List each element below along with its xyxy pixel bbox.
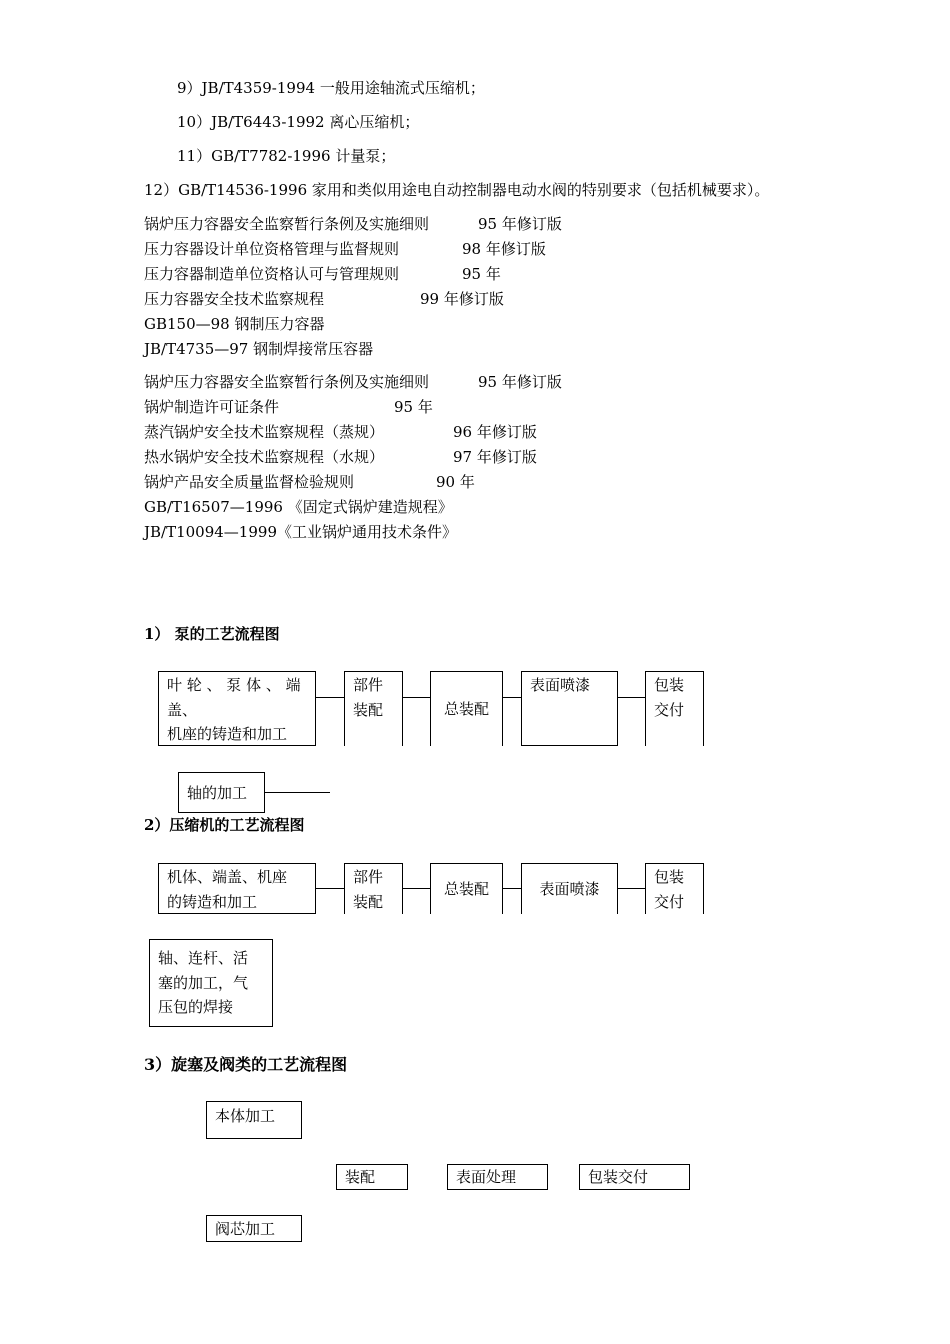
reg-version: 96 年修订版 bbox=[453, 423, 537, 441]
box-label: 包装交付 bbox=[588, 1168, 649, 1186]
flow2-packing-box bbox=[645, 863, 704, 914]
reg-version: 99 年修订版 bbox=[420, 290, 504, 308]
box-label: 本体加工 bbox=[215, 1107, 276, 1125]
flow1-painting-box bbox=[521, 671, 618, 746]
flow1-shaft-box bbox=[178, 772, 265, 813]
box-line: 压包的焊接 bbox=[158, 998, 234, 1016]
box-line: 包装 bbox=[654, 676, 685, 694]
standard-item-10: 10）JB/T6443-1992 离心压缩机； bbox=[177, 113, 420, 131]
reg-name: 热水锅炉安全技术监察规程（水规） bbox=[144, 448, 385, 466]
flow3-heading: 3）旋塞及阀类的工艺流程图 bbox=[144, 1055, 348, 1074]
box-line: 部件 bbox=[353, 676, 384, 694]
box-label: 表面处理 bbox=[456, 1168, 517, 1186]
flow3-body-machining-box bbox=[206, 1101, 302, 1139]
box-line: 轴、连杆、活 bbox=[158, 949, 249, 967]
box-label: 装配 bbox=[345, 1168, 376, 1186]
reg-name: 压力容器安全技术监察规程 bbox=[144, 290, 325, 308]
flow2-casting-box bbox=[158, 863, 316, 914]
reg-name: 蒸汽锅炉安全技术监察规程（蒸规） bbox=[144, 423, 385, 441]
reg-name: 锅炉制造许可证条件 bbox=[144, 398, 280, 416]
box-label: 总装配 bbox=[443, 699, 489, 718]
reg-version: 95 年 bbox=[394, 398, 433, 416]
reg-version: 98 年修订版 bbox=[462, 240, 546, 258]
reg-name: 压力容器设计单位资格管理与监督规则 bbox=[144, 240, 400, 258]
standard-item-11: 11）GB/T7782-1996 计量泵； bbox=[177, 147, 396, 165]
flow3-surface-treatment-box bbox=[447, 1164, 548, 1190]
connector-line bbox=[618, 888, 646, 889]
reg-name: 压力容器制造单位资格认可与管理规则 bbox=[144, 265, 400, 283]
flow2-final-assembly-box bbox=[430, 863, 503, 914]
flow1-heading: 1） 泵的工艺流程图 bbox=[144, 625, 280, 643]
flow2-heading: 2）压缩机的工艺流程图 bbox=[144, 816, 305, 834]
flow3-assembly-box bbox=[336, 1164, 408, 1190]
box-line: 机体、端盖、机座 bbox=[167, 868, 288, 886]
flow1-packing-box bbox=[645, 671, 704, 746]
flow3-packing-box bbox=[579, 1164, 690, 1190]
box-line: 叶 轮 、 泵 体 、 端 bbox=[167, 676, 301, 694]
reg-name: JB/T4735—97 钢制焊接常压容器 bbox=[144, 340, 374, 358]
reg-name: 锅炉压力容器安全监察暂行条例及实施细则 bbox=[144, 215, 430, 233]
box-line: 包装 bbox=[654, 868, 685, 886]
box-label: 总装配 bbox=[443, 879, 489, 898]
reg-version: 95 年修订版 bbox=[478, 373, 562, 391]
box-label: 轴的加工 bbox=[187, 784, 248, 802]
reg-name: GB150—98 钢制压力容器 bbox=[144, 315, 325, 333]
standard-item-12: 12）GB/T14536-1996 家用和类似用途电自动控制器电动水阀的特别要求（包括机械要求）。 bbox=[144, 181, 770, 199]
box-label: 表面喷漆 bbox=[539, 879, 600, 898]
connector-line bbox=[403, 697, 431, 698]
box-line: 交付 bbox=[654, 892, 685, 911]
box-line: 塞的加工，气 bbox=[158, 973, 249, 992]
connector-line bbox=[403, 888, 431, 889]
box-line: 机座的铸造和加工 bbox=[167, 725, 288, 743]
flow1-subassembly-box bbox=[344, 671, 403, 746]
box-line: 盖、 bbox=[167, 700, 198, 719]
box-line: 的铸造和加工 bbox=[167, 892, 258, 911]
connector-line bbox=[265, 792, 330, 793]
box-line: 部件 bbox=[353, 868, 384, 886]
box-line: 交付 bbox=[654, 700, 685, 719]
flow2-painting-box bbox=[521, 863, 618, 914]
connector-line bbox=[503, 888, 522, 889]
reg-name: GB/T16507—1996 《固定式锅炉建造规程》 bbox=[144, 498, 453, 516]
flow1-final-assembly-box bbox=[430, 671, 503, 746]
flow1-casting-box bbox=[158, 671, 316, 746]
flow2-shaft-rod-box bbox=[149, 939, 273, 1027]
box-line: 装配 bbox=[353, 700, 384, 719]
standard-item-9: 9）JB/T4359-1994 一般用途轴流式压缩机； bbox=[177, 79, 485, 97]
connector-line bbox=[503, 697, 522, 698]
reg-version: 97 年修订版 bbox=[453, 448, 537, 466]
reg-name: JB/T10094—1999《工业锅炉通用技术条件》 bbox=[144, 523, 457, 541]
reg-name: 锅炉产品安全质量监督检验规则 bbox=[144, 473, 355, 491]
reg-version: 95 年 bbox=[462, 265, 501, 283]
reg-version: 95 年修订版 bbox=[478, 215, 562, 233]
flow3-valve-core-box bbox=[206, 1215, 302, 1242]
flow2-subassembly-box bbox=[344, 863, 403, 914]
box-label: 表面喷漆 bbox=[530, 676, 591, 694]
box-label: 阀芯加工 bbox=[215, 1220, 276, 1238]
connector-line bbox=[618, 697, 646, 698]
reg-name: 锅炉压力容器安全监察暂行条例及实施细则 bbox=[144, 373, 430, 391]
reg-version: 90 年 bbox=[436, 473, 475, 491]
connector-line bbox=[316, 697, 345, 698]
box-line: 装配 bbox=[353, 892, 384, 911]
connector-line bbox=[316, 888, 345, 889]
